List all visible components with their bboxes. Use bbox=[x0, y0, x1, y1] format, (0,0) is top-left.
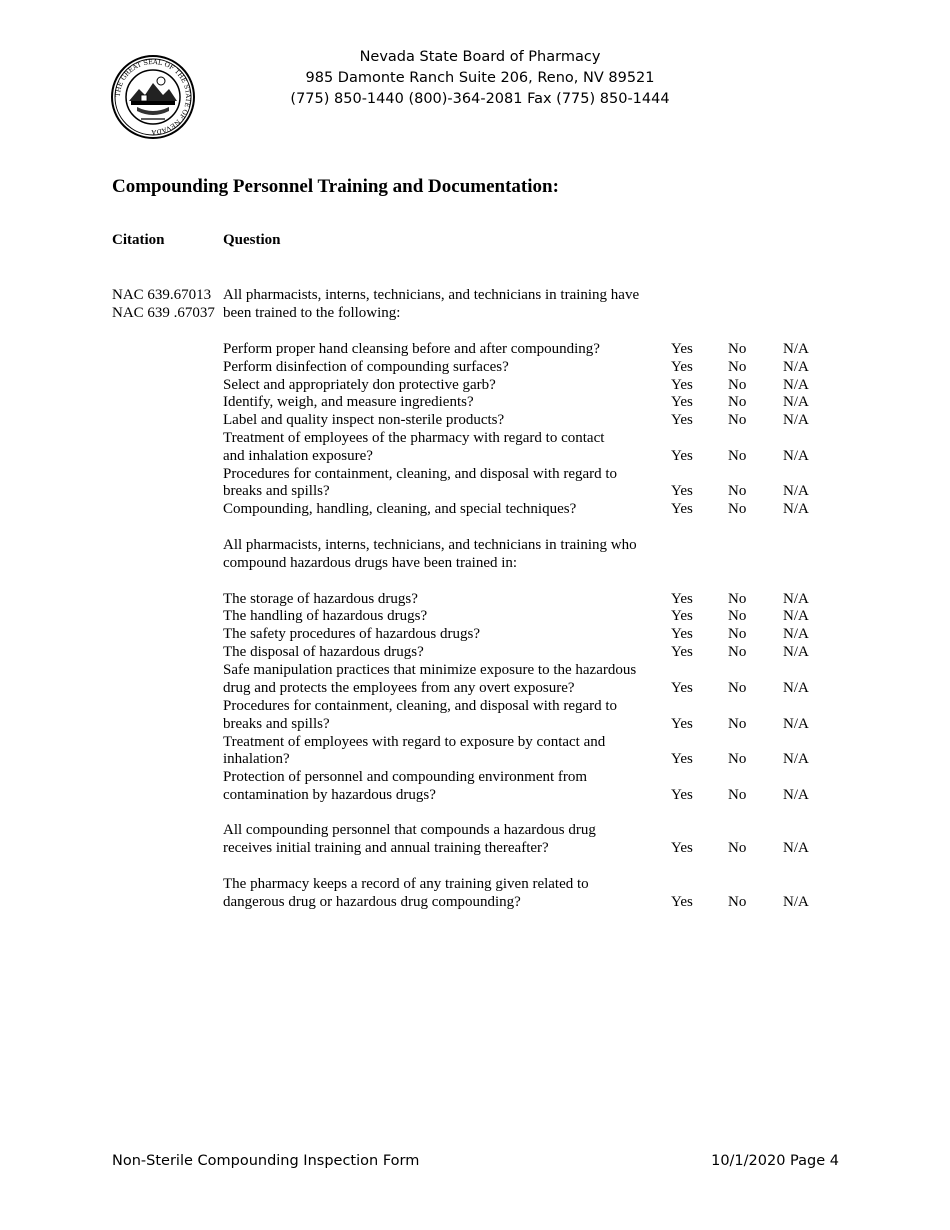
option-no[interactable]: No bbox=[728, 501, 747, 517]
option-na[interactable]: N/A bbox=[783, 341, 809, 357]
nevada-state-seal bbox=[111, 55, 195, 139]
question-text: and inhalation exposure? bbox=[223, 448, 373, 464]
intro2-line-2: compound hazardous drugs have been trained in: bbox=[223, 555, 518, 571]
option-na[interactable]: N/A bbox=[783, 644, 809, 660]
question-text: Safe manipulation practices that minimize exposure to the hazardous bbox=[223, 662, 637, 678]
option-no[interactable]: No bbox=[728, 751, 747, 767]
question-text: Select and appropriately don protective garb? bbox=[223, 377, 496, 393]
option-yes[interactable]: Yes bbox=[671, 608, 693, 624]
question-text: All compounding personnel that compounds a hazardous drug bbox=[223, 822, 596, 838]
option-no[interactable]: No bbox=[728, 894, 747, 910]
board-phone: (775) 850-1440 (800)-364-2081 Fax (775) 850-1444 bbox=[290, 91, 670, 107]
section-title: Compounding Personnel Training and Documentation: bbox=[112, 176, 559, 197]
option-no[interactable]: No bbox=[728, 412, 747, 428]
option-na[interactable]: N/A bbox=[783, 608, 809, 624]
option-yes[interactable]: Yes bbox=[671, 394, 693, 410]
option-no[interactable]: No bbox=[728, 394, 747, 410]
option-no[interactable]: No bbox=[728, 483, 747, 499]
option-yes[interactable]: Yes bbox=[671, 787, 693, 803]
question-text: breaks and spills? bbox=[223, 716, 330, 732]
question-text: Treatment of employees of the pharmacy with regard to contact bbox=[223, 430, 605, 446]
option-na[interactable]: N/A bbox=[783, 359, 809, 375]
option-na[interactable]: N/A bbox=[783, 787, 809, 803]
board-name: Nevada State Board of Pharmacy bbox=[359, 49, 601, 65]
option-no[interactable]: No bbox=[728, 591, 747, 607]
option-no[interactable]: No bbox=[728, 680, 747, 696]
option-no[interactable]: No bbox=[728, 644, 747, 660]
option-na[interactable]: N/A bbox=[783, 501, 809, 517]
question-text: Perform proper hand cleansing before and after compounding? bbox=[223, 341, 600, 357]
question-text: Procedures for containment, cleaning, and disposal with regard to bbox=[223, 698, 618, 714]
option-yes[interactable]: Yes bbox=[671, 680, 693, 696]
option-yes[interactable]: Yes bbox=[671, 483, 693, 499]
question-text: breaks and spills? bbox=[223, 483, 330, 499]
option-yes[interactable]: Yes bbox=[671, 626, 693, 642]
question-text: contamination by hazardous drugs? bbox=[223, 787, 436, 803]
question-text: Compounding, handling, cleaning, and special techniques? bbox=[223, 501, 577, 517]
question-text: Perform disinfection of compounding surfaces? bbox=[223, 359, 509, 375]
option-na[interactable]: N/A bbox=[783, 751, 809, 767]
option-yes[interactable]: Yes bbox=[671, 341, 693, 357]
option-yes[interactable]: Yes bbox=[671, 412, 693, 428]
option-yes[interactable]: Yes bbox=[671, 751, 693, 767]
option-na[interactable]: N/A bbox=[783, 394, 809, 410]
option-no[interactable]: No bbox=[728, 840, 747, 856]
question-text: The disposal of hazardous drugs? bbox=[223, 644, 424, 660]
question-text: dangerous drug or hazardous drug compounding? bbox=[223, 894, 521, 910]
question-text: Procedures for containment, cleaning, and disposal with regard to bbox=[223, 466, 618, 482]
option-no[interactable]: No bbox=[728, 359, 747, 375]
intro-line-1: All pharmacists, interns, technicians, and technicians in training have bbox=[223, 287, 640, 303]
option-na[interactable]: N/A bbox=[783, 448, 809, 464]
option-yes[interactable]: Yes bbox=[671, 448, 693, 464]
question-text: The pharmacy keeps a record of any training given related to bbox=[223, 876, 589, 892]
option-na[interactable]: N/A bbox=[783, 626, 809, 642]
question-text: receives initial training and annual training thereafter? bbox=[223, 840, 549, 856]
option-no[interactable]: No bbox=[728, 787, 747, 803]
option-na[interactable]: N/A bbox=[783, 377, 809, 393]
option-no[interactable]: No bbox=[728, 626, 747, 642]
option-yes[interactable]: Yes bbox=[671, 644, 693, 660]
option-yes[interactable]: Yes bbox=[671, 377, 693, 393]
citation-2: NAC 639 .67037 bbox=[112, 305, 215, 321]
citation-1: NAC 639.67013 bbox=[112, 287, 212, 303]
question-text: drug and protects the employees from any overt exposure? bbox=[223, 680, 575, 696]
option-no[interactable]: No bbox=[728, 341, 747, 357]
question-text: Identify, weigh, and measure ingredients? bbox=[223, 394, 474, 410]
option-no[interactable]: No bbox=[728, 716, 747, 732]
column-header-question: Question bbox=[223, 232, 281, 248]
question-text: The safety procedures of hazardous drugs? bbox=[223, 626, 480, 642]
option-na[interactable]: N/A bbox=[783, 840, 809, 856]
footer-date-page: 10/1/2020 Page 4 bbox=[711, 1153, 839, 1169]
option-yes[interactable]: Yes bbox=[671, 359, 693, 375]
option-na[interactable]: N/A bbox=[783, 483, 809, 499]
option-na[interactable]: N/A bbox=[783, 894, 809, 910]
board-address: 985 Damonte Ranch Suite 206, Reno, NV 89521 bbox=[305, 70, 655, 86]
option-na[interactable]: N/A bbox=[783, 680, 809, 696]
option-no[interactable]: No bbox=[728, 377, 747, 393]
footer-form-name: Non-Sterile Compounding Inspection Form bbox=[112, 1153, 420, 1169]
question-text: Protection of personnel and compounding environment from bbox=[223, 769, 588, 785]
question-text: Treatment of employees with regard to exposure by contact and bbox=[223, 734, 606, 750]
option-no[interactable]: No bbox=[728, 608, 747, 624]
option-na[interactable]: N/A bbox=[783, 412, 809, 428]
option-na[interactable]: N/A bbox=[783, 716, 809, 732]
option-yes[interactable]: Yes bbox=[671, 840, 693, 856]
option-yes[interactable]: Yes bbox=[671, 591, 693, 607]
question-text: inhalation? bbox=[223, 751, 290, 767]
question-text: The storage of hazardous drugs? bbox=[223, 591, 418, 607]
question-text: The handling of hazardous drugs? bbox=[223, 608, 428, 624]
option-yes[interactable]: Yes bbox=[671, 716, 693, 732]
column-header-citation: Citation bbox=[112, 232, 165, 248]
question-text: Label and quality inspect non-sterile products? bbox=[223, 412, 505, 428]
option-yes[interactable]: Yes bbox=[671, 894, 693, 910]
option-no[interactable]: No bbox=[728, 448, 747, 464]
intro2-line-1: All pharmacists, interns, technicians, and technicians in training who bbox=[223, 537, 637, 553]
intro-line-2: been trained to the following: bbox=[223, 305, 401, 321]
option-yes[interactable]: Yes bbox=[671, 501, 693, 517]
svg-text:THE GREAT SEAL OF THE STATE OF: THE GREAT SEAL OF THE STATE OF NEVADA bbox=[113, 57, 193, 137]
option-na[interactable]: N/A bbox=[783, 591, 809, 607]
